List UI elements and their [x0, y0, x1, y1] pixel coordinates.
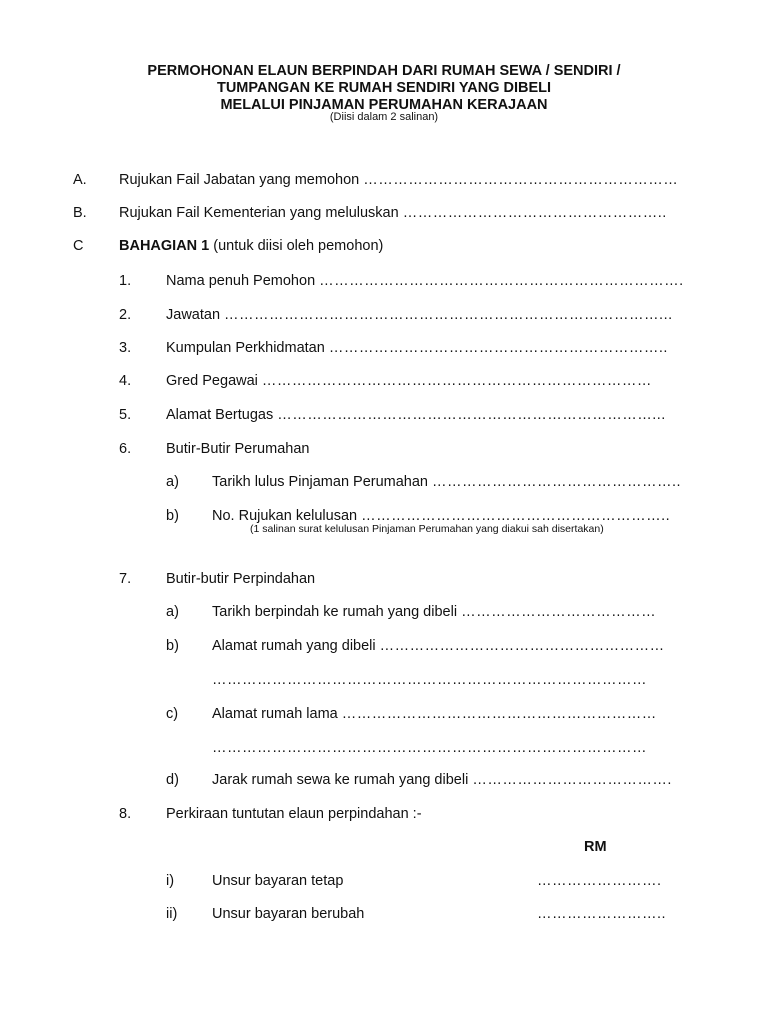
- form-title-line-1: PERMOHONAN ELAUN BERPINDAH DARI RUMAH SEWA / SENDIRI /: [147, 63, 621, 79]
- item-7a-label: Tarikh berpindah ke rumah yang dibeli: [212, 604, 458, 620]
- form-title-line-3: MELALUI PINJAMAN PERUMAHAN KERAJAAN: [220, 97, 548, 113]
- section-b-letter: B.: [73, 205, 87, 221]
- item-6a-letter: a): [166, 474, 179, 490]
- item-8i-label: Unsur bayaran tetap: [212, 873, 344, 889]
- section-c-letter: C: [73, 238, 84, 254]
- item-2-input-line[interactable]: ……………………………………………………………………………...: [224, 307, 673, 323]
- item-4-number: 4.: [119, 373, 132, 389]
- item-7b-input-line-2[interactable]: ……………………………………………………………………………: [212, 672, 647, 688]
- item-1-field: [166, 272, 684, 290]
- item-3-number: 3.: [119, 340, 132, 356]
- item-6-label: Butir-Butir Perumahan: [166, 441, 310, 457]
- item-5-label: Alamat Bertugas: [166, 407, 274, 423]
- item-4-field: [166, 372, 652, 390]
- item-7d-input-line[interactable]: ………………………………….: [472, 772, 672, 788]
- item-7c-input-line[interactable]: ………………………………………………………: [341, 706, 657, 722]
- section-a-field: [119, 171, 678, 189]
- item-7c-label: Alamat rumah lama: [212, 706, 338, 722]
- item-7b-field: [212, 637, 665, 655]
- item-1-input-line[interactable]: ……………………………………………………………….: [319, 273, 684, 289]
- section-c-heading-rest: (untuk diisi oleh pemohon): [213, 238, 384, 254]
- item-6b-note: (1 salinan surat kelulusan Pinjaman Perumahan yang diakui sah disertakan): [250, 523, 604, 535]
- item-7c-letter: c): [166, 706, 179, 722]
- item-3-field: [166, 339, 668, 357]
- item-6a-input-line[interactable]: …………………………………………..: [432, 474, 682, 490]
- item-6a-field: [212, 473, 681, 491]
- item-7a-input-line[interactable]: …………………………………: [461, 604, 657, 620]
- item-1-label: Nama penuh Pemohon: [166, 273, 316, 289]
- item-3-label: Kumpulan Perkhidmatan: [166, 340, 325, 356]
- section-a-input-line[interactable]: ………………………………………………………: [363, 172, 679, 188]
- item-7b-letter: b): [166, 638, 179, 654]
- item-7d-letter: d): [166, 772, 179, 788]
- item-7a-letter: a): [166, 604, 179, 620]
- item-5-field: [166, 406, 666, 424]
- item-8ii-amount-line[interactable]: ……………………..: [537, 906, 667, 922]
- item-1-number: 1.: [119, 273, 132, 289]
- item-6b-input-line[interactable]: ……………………………………………………..: [361, 508, 671, 524]
- item-4-label: Gred Pegawai: [166, 373, 258, 389]
- item-7b-input-line[interactable]: …………………………………………………: [379, 638, 665, 654]
- item-7-number: 7.: [119, 571, 132, 587]
- item-8i-letter: i): [166, 873, 175, 889]
- section-b-input-line[interactable]: ……………………………………………..: [402, 205, 667, 221]
- item-7c-input-line-2[interactable]: ……………………………………………………………………………: [212, 740, 647, 756]
- section-b-field: [119, 204, 667, 222]
- section-a-letter: A.: [73, 172, 87, 188]
- item-8ii-label: Unsur bayaran berubah: [212, 906, 365, 922]
- form-title-line-2: TUMPANGAN KE RUMAH SENDIRI YANG DIBELI: [216, 80, 552, 96]
- currency-column-header: RM: [584, 839, 607, 855]
- item-6a-label: Tarikh lulus Pinjaman Perumahan: [212, 474, 428, 490]
- item-2-label: Jawatan: [166, 307, 221, 323]
- item-8ii-letter: ii): [166, 906, 178, 922]
- item-7c-field: [212, 705, 657, 723]
- item-8-label: Perkiraan tuntutan elaun perpindahan :-: [166, 806, 422, 822]
- item-8-number: 8.: [119, 806, 132, 822]
- item-6-number: 6.: [119, 441, 132, 457]
- item-7a-field: [212, 603, 656, 621]
- item-4-input-line[interactable]: ……………………………………………………………………: [261, 373, 652, 389]
- item-5-number: 5.: [119, 407, 132, 423]
- item-3-input-line[interactable]: …………………………………………………………..: [328, 340, 668, 356]
- section-c-heading-bold: BAHAGIAN 1: [119, 238, 210, 254]
- item-6b-label: No. Rujukan kelulusan: [212, 508, 358, 524]
- item-2-field: [166, 306, 673, 324]
- item-5-input-line[interactable]: …………………………………………………………………...: [277, 407, 666, 423]
- section-a-label: Rujukan Fail Jabatan yang memohon: [119, 172, 360, 188]
- item-8i-amount-line[interactable]: …………………….: [537, 873, 662, 889]
- item-7-label: Butir-butir Perpindahan: [166, 571, 316, 587]
- section-b-label: Rujukan Fail Kementerian yang meluluskan: [119, 205, 399, 221]
- item-7b-label: Alamat rumah yang dibeli: [212, 638, 376, 654]
- section-c-heading: [119, 237, 383, 255]
- item-2-number: 2.: [119, 307, 132, 323]
- item-6b-letter: b): [166, 508, 179, 524]
- item-7d-field: [212, 771, 672, 789]
- form-subtitle: (Diisi dalam 2 salinan): [329, 111, 439, 123]
- item-7d-label: Jarak rumah sewa ke rumah yang dibeli: [212, 772, 469, 788]
